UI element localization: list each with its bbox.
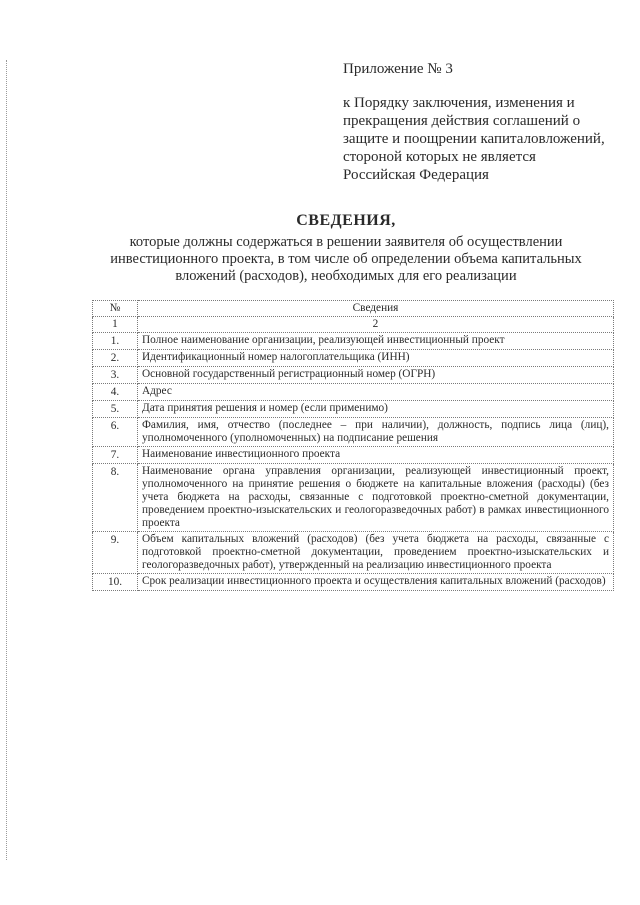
- table-header-row: [93, 301, 614, 317]
- row-number: 5.: [93, 401, 138, 418]
- page-edge-line: [6, 60, 7, 860]
- row-text: Объем капитальных вложений (расходов) (без учета бюджета на расходы, связанные с подготовкой проектно-сметной документации, проведением проектно-изыскательских и геологоразведочных работ), утвержденный на реализацию инвестиционного проекта: [138, 532, 614, 574]
- row-number: 4.: [93, 384, 138, 401]
- row-text: Срок реализации инвестиционного проекта и осуществления капитальных вложений (расходов): [138, 574, 614, 591]
- table-index-row: [93, 317, 614, 333]
- row-number: 7.: [93, 447, 138, 464]
- document-title: СВЕДЕНИЯ,: [296, 212, 396, 229]
- row-number: 3.: [93, 367, 138, 384]
- table-row: [93, 350, 614, 367]
- row-number: 1.: [93, 333, 138, 350]
- row-text: Фамилия, имя, отчество (последнее – при наличии), должность, подпись лица (лиц), уполномоченного (уполномоченных) на подписание решения: [138, 418, 614, 447]
- row-text: Адрес: [138, 384, 614, 401]
- table-row: [93, 401, 614, 418]
- appendix-line: прекращения действия соглашений о: [343, 113, 581, 129]
- table-row: [93, 574, 614, 591]
- appendix-block: [343, 60, 633, 184]
- row-text: Основной государственный регистрационный номер (ОГРН): [138, 367, 614, 384]
- header-info: Сведения: [138, 301, 614, 317]
- row-text: Наименование органа управления организации, реализующей инвестиционный проект, уполномоченного на принятие решения о бюджете на капитальные вложения (расходы) (без учета бюджета на расходы, связанные с подготовкой проектно-сметной документации, проведением проектно-изыскательских и геологоразведочных работ) в рамках инвестиционного проекта: [138, 464, 614, 532]
- appendix-line: защите и поощрении капиталовложений,: [343, 131, 605, 147]
- appendix-line: к Порядку заключения, изменения и: [343, 95, 575, 111]
- header-number: №: [93, 301, 138, 317]
- appendix-number: Приложение № 3: [343, 61, 453, 77]
- row-number: 6.: [93, 418, 138, 447]
- row-number: 10.: [93, 574, 138, 591]
- row-text: Идентификационный номер налогоплательщика (ИНН): [138, 350, 614, 367]
- table-row: [93, 367, 614, 384]
- row-text: Наименование инвестиционного проекта: [138, 447, 614, 464]
- row-text: Дата принятия решения и номер (если применимо): [138, 401, 614, 418]
- document-heading: [96, 212, 596, 285]
- row-text: Полное наименование организации, реализующей инвестиционный проект: [138, 333, 614, 350]
- table-row: [93, 532, 614, 574]
- table-row: [93, 384, 614, 401]
- row-number: 2.: [93, 350, 138, 367]
- appendix-line: стороной которых не является: [343, 149, 536, 165]
- index-cell: 2: [138, 317, 614, 333]
- info-table: [92, 300, 614, 591]
- document-subtitle: которые должны содержаться в решении заявителя об осуществлении инвестиционного проекта, в том числе об определении объема капитальных вложений (расходов), необходимых для его реализации: [110, 234, 582, 284]
- table-row: [93, 464, 614, 532]
- row-number: 9.: [93, 532, 138, 574]
- table-row: [93, 333, 614, 350]
- row-number: 8.: [93, 464, 138, 532]
- table-row: [93, 418, 614, 447]
- index-cell: 1: [93, 317, 138, 333]
- appendix-line: Российская Федерация: [343, 167, 489, 183]
- table-row: [93, 447, 614, 464]
